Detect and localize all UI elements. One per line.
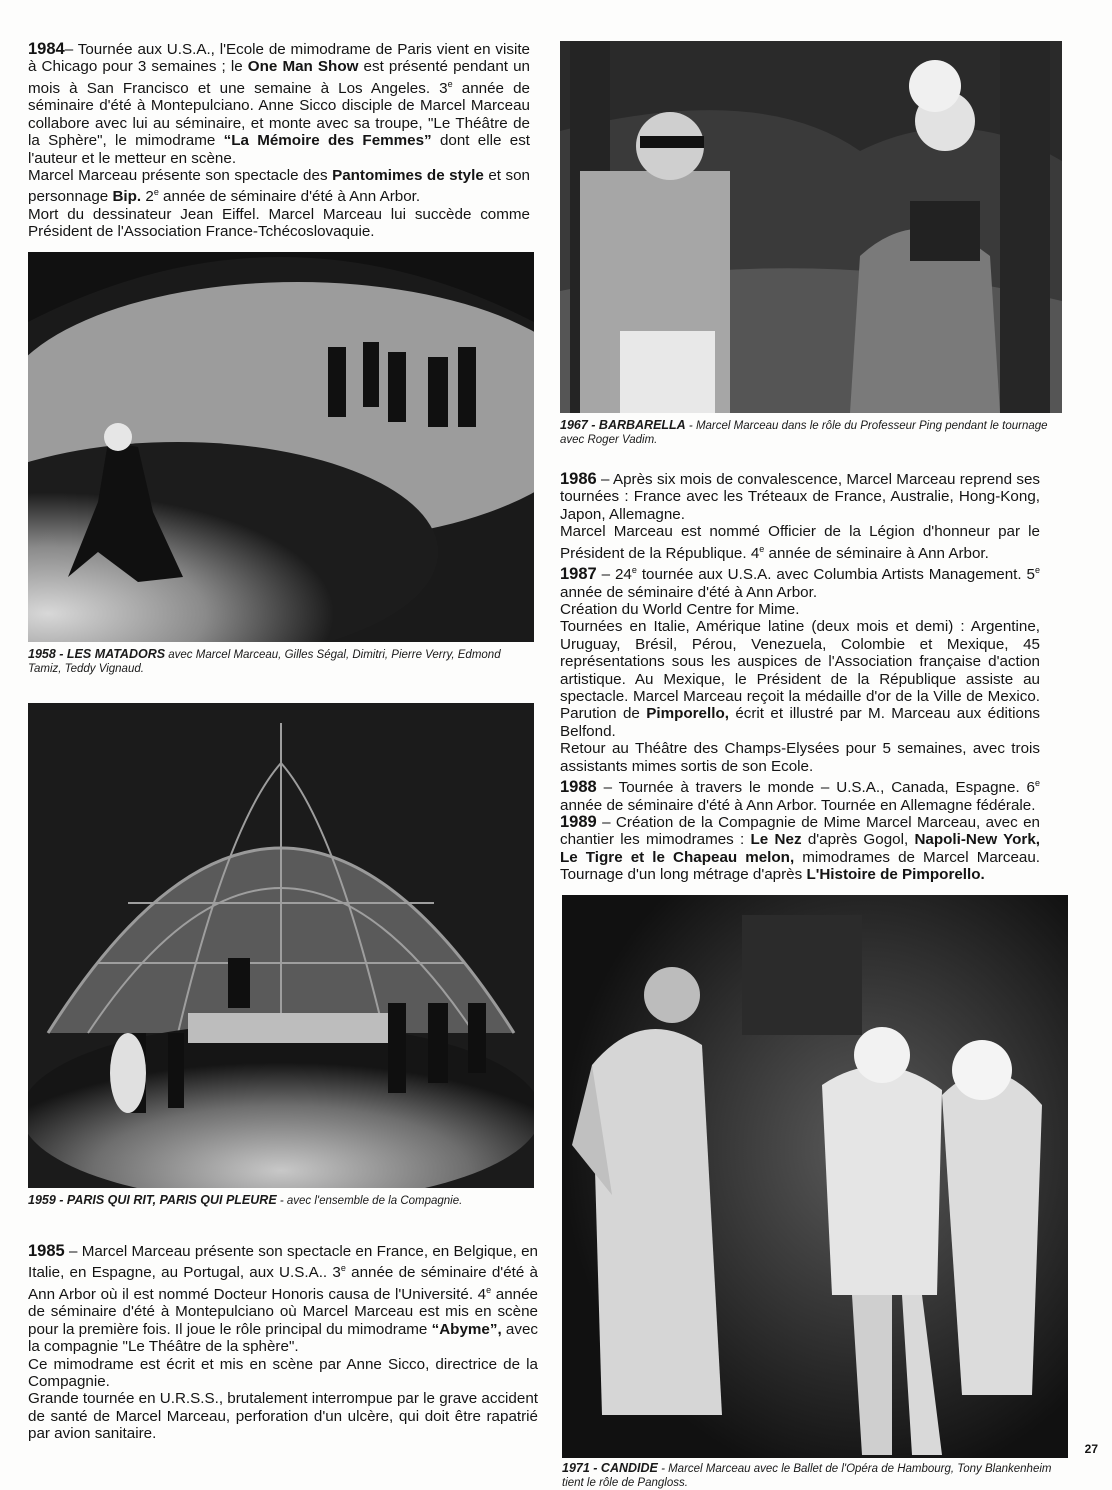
year-1989: 1989 — [560, 812, 597, 831]
paragraph-1985-3: Grande tournée en U.R.S.S., brutalement interrompue par le grave accident de santé de Marcel Marceau, perforation d'un ulcère, qui doit être rapatrié par avion sanitaire. — [28, 1390, 538, 1443]
text-span: – Tournée à travers le monde – U.S.A., Canada, Espagne. 6 — [596, 779, 1035, 797]
caption-paris-qui-rit — [28, 1193, 528, 1208]
superscript: e — [153, 187, 159, 198]
paragraph-1989 — [560, 814, 1040, 884]
caption-les-matadors — [28, 647, 528, 676]
caption-title: 1959 - PARIS QUI RIT, PARIS QUI PLEURE — [28, 1193, 277, 1207]
caption-text: - Marcel Marceau dans le rôle du Professeur Ping pendant le tournage avec Roger Vadim. — [560, 420, 1048, 446]
show-title: L'Histoire de Pimporello. — [806, 866, 985, 884]
paragraph-1988 — [560, 775, 1040, 814]
superscript: e — [447, 78, 453, 89]
paragraph-1985 — [28, 1243, 538, 1356]
caption-title: 1958 - LES MATADORS — [28, 647, 166, 661]
text-span: année de séminaire d'été à Montepulciano où Marcel Marceau est mis en scène pour la première fois. Il joue le rôle principal du mimodrame — [28, 1285, 538, 1338]
show-title: “La Mémoire des Femmes” — [223, 132, 432, 150]
text-span: et son personnage — [28, 166, 531, 206]
superscript: e — [1034, 565, 1040, 576]
paragraph-1987-3 — [560, 618, 1040, 740]
text-span: dont elle est l'auteur et le metteur en scène. — [28, 132, 531, 167]
year-1984: 1984 — [28, 40, 65, 58]
paragraph-1984 — [28, 41, 530, 167]
text-span: année de séminaire à Ann Arbor. — [764, 544, 989, 562]
caption-candide — [562, 1461, 1062, 1490]
text-span: Marcel Marceau présente son spectacle des — [28, 166, 333, 184]
text-span: 2 — [141, 188, 154, 206]
superscript: e — [759, 543, 765, 554]
paragraph-1986-2 — [560, 523, 1040, 562]
paragraph-1985-2: Ce mimodrame est écrit et mis en scène par Anne Sicco, directrice de la Compagnie. — [28, 1355, 538, 1390]
caption-text: avec Marcel Marceau, Gilles Ségal, Dimitri, Pierre Verry, Edmond Tamiz, Teddy Vignaud. — [28, 649, 501, 675]
show-title: Pantomimes de style — [332, 166, 484, 184]
text-1986-1989 — [560, 471, 1040, 884]
year-1987: 1987 — [560, 565, 597, 584]
text-span: année de séminaire d'été à Ann Arbor. — [560, 583, 818, 601]
page-number: 27 — [1084, 1442, 1098, 1456]
superscript: e — [340, 1263, 346, 1274]
caption-title: 1967 - BARBARELLA — [560, 418, 686, 432]
text-span: écrit et illustré par M. Marceau aux éditions Belfond. — [560, 705, 1040, 740]
text-span: mimodrames de Marcel Marceau. Tournage d'un long métrage d'après — [560, 848, 1040, 884]
paragraph-1987 — [560, 562, 1040, 601]
caption-text: - Marcel Marceau avec le Ballet de l'Opéra de Hambourg, Tony Blankenheim tient le rôle de Pangloss. — [562, 1463, 1052, 1489]
photo-paris-qui-rit — [28, 703, 534, 1188]
photo-barbarella — [560, 41, 1062, 413]
caption-title: 1971 - CANDIDE — [562, 1461, 658, 1475]
caption-text: - avec l'ensemble de la Compagnie. — [276, 1195, 463, 1207]
text-span: Marcel Marceau est nommé Officier de la Légion d'honneur par le Président de la République. 4 — [560, 523, 1040, 562]
book-title: Pimporello, — [646, 705, 729, 723]
caption-barbarella — [560, 418, 1060, 447]
paragraph-1987-2: Création du World Centre for Mime. — [560, 600, 800, 618]
text-span: année de séminaire d'été à Ann Arbor. — [158, 188, 421, 206]
text-span: année de séminaire d'été à Ann Arbor. Tournée en Allemagne fédérale. — [560, 796, 1036, 814]
character-name: Bip. — [112, 188, 142, 206]
text-span: est présenté pendant un mois à San Francisco et une semaine à Los Angeles. 3 — [28, 58, 530, 97]
text-span: avec la compagnie "Le Théâtre de la sphère". — [28, 1320, 538, 1356]
text-span: année de séminaire d'été à Montepulciano. Anne Sicco disciple de Marcel Marceau collabore avec lui au séminaire, et monte avec sa troupe, "Le Théâtre de la Sphère", le mimodrame — [28, 79, 530, 150]
paragraph-1984-2 — [28, 167, 530, 206]
photo-candide — [562, 895, 1068, 1458]
year-1986: 1986 — [560, 470, 597, 488]
year-1985: 1985 — [28, 1242, 65, 1260]
show-title: One Man Show — [247, 58, 359, 76]
text-1984 — [28, 41, 530, 241]
year-1988: 1988 — [560, 778, 597, 797]
show-title: Napoli-New York, Le Tigre et le Chapeau melon, — [560, 831, 1041, 866]
text-span: d'après Gogol, — [801, 831, 915, 849]
show-title: “Abyme”, — [431, 1320, 502, 1338]
text-span: – Tournée aux U.S.A., l'Ecole de mimodrame de Paris vient en visite à Chicago pour 3 semaines ; le — [28, 41, 530, 76]
superscript: e — [486, 1284, 492, 1295]
text-1985 — [28, 1243, 538, 1443]
superscript: e — [1034, 778, 1040, 789]
photo-les-matadors — [28, 252, 534, 642]
paragraph-1984-3: Mort du dessinateur Jean Eiffel. Marcel Marceau lui succède comme Président de l'Association France-Tchécoslovaquie. — [28, 205, 530, 241]
text-span: Tournées en Italie, Amérique latine (deux mois et demi) : Argentine, Uruguay, Brésil, Pérou, Venezuela, Colombie et Mexique, 45 représentations sous les auspices de l'Association française d'action artistique. Au Mexique, le Président de la République assiste au spectacle. Marcel Marceau reçoit la médaille d'or de la Ville de Mexico. Parution de — [560, 618, 1040, 723]
text-span: – Après six mois de convalescence, Marcel Marceau reprend ses tournées : France avec les Tréteaux de France, Australie, Hong-Kong, Japon, Allemagne. — [560, 471, 1040, 523]
text-span: – Création de la Compagnie de Mime Marcel Marceau, avec en chantier les mimodrames : — [560, 813, 1040, 849]
paragraph-1987-4: Retour au Théâtre des Champs-Elysées pour 5 semaines, avec trois assistants mimes sortis de son Ecole. — [560, 740, 1040, 775]
show-title: Le Nez — [750, 831, 802, 849]
text-span: année de séminaire d'été à Ann Arbor où il est nommé Docteur Honoris causa de l'Université. 4 — [28, 1264, 538, 1303]
text-span: – 24 — [596, 566, 632, 584]
superscript: e — [631, 565, 637, 576]
text-span: tournée aux U.S.A. avec Columbia Artists Management. 5 — [636, 566, 1035, 584]
text-span: – Marcel Marceau présente son spectacle en France, en Belgique, en Italie, en Espagne, au Portugal, aux U.S.A.. 3 — [28, 1243, 538, 1282]
paragraph-1986 — [560, 471, 1040, 523]
